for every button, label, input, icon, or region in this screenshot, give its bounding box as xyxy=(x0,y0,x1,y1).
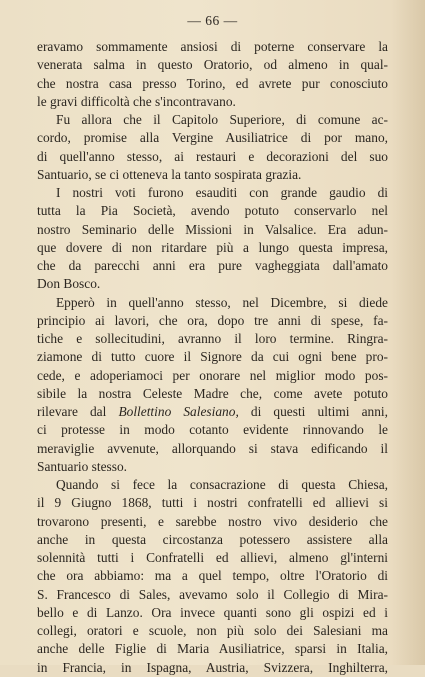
text-line: che da parecchi anni era pure vagheggiata dall'amato xyxy=(37,258,388,273)
text-line: S. Francesco di Sales, avevamo solo il Collegio di Mira- xyxy=(37,586,388,602)
text-line: meraviglie avvenute, allorquando si stava edificando il xyxy=(37,440,388,456)
paragraph-3 xyxy=(37,184,388,294)
periodical-title: Bollettino Salesiano, xyxy=(118,404,239,419)
text-line: Santuario, se ci otteneva la tanto sospirata grazia. xyxy=(37,166,302,182)
text-line: tutta la Pia Società, avendo potuto conservarlo nel xyxy=(37,203,388,219)
text-line: Fu allora che il Capitolo Superiore, di comune ac- xyxy=(56,112,388,127)
text-line: Don Bosco. xyxy=(37,276,101,292)
text-line: le gravi difficoltà che s'incontravano. xyxy=(37,93,236,109)
paragraph-4 xyxy=(37,294,388,477)
text-line: Epperò in quell'anno stesso, nel Dicembre, si diede xyxy=(56,294,388,310)
text-line: Quando si fece la consacrazione di questa Chiesa, xyxy=(56,477,388,492)
text-line: principio ai lavori, che ora, dopo tre anni di spese, fa- xyxy=(37,312,388,328)
body-text xyxy=(37,38,388,677)
text-line: nostro Seminario delle Missioni in Valsalice. Era adun- xyxy=(37,221,388,237)
text-line: anche in questa circostanza potessero assistere alla xyxy=(37,531,388,547)
text-line: trovarono presenti, e sarebbe nostro vivo desiderio che xyxy=(37,513,388,529)
text-line: cordo, promise alla Vergine Ausiliatrice di por mano, xyxy=(37,130,388,146)
text-line: in Francia, in Ispagna, Austria, Svizzera, Inghilterra, xyxy=(37,659,388,675)
text-line: sibile la nostra Celeste Madre che, come avete potuto xyxy=(37,385,388,401)
text-line: Santuario stesso. xyxy=(37,458,128,474)
text-line: che nostra casa presso Torino, ed avrete pur conosciuto xyxy=(37,75,388,91)
paragraph-5 xyxy=(37,476,388,677)
text-line: bello e di Lanzo. Ora invece quanti sono gli ospizi ed i xyxy=(37,604,388,620)
text-fragment: rilevare dal xyxy=(37,404,119,419)
paragraph-2 xyxy=(37,111,388,184)
paragraph-1 xyxy=(37,38,388,111)
text-line: il 9 Giugno 1868, tutti i nostri confratelli ed allievi si xyxy=(37,495,388,511)
text-line: anche delle Figlie di Maria Ausiliatrice, sparsi in Italia, xyxy=(37,641,388,657)
text-line: di quell'anno stesso, ai restauri e decorazioni del suo xyxy=(37,148,388,164)
text-line: collegi, oratori e scuole, non più solo dei Salesiani ma xyxy=(37,623,388,638)
text-line: cede, e adoperiamoci per onorare nel miglior modo pos- xyxy=(37,367,388,383)
text-line-with-title xyxy=(37,403,388,421)
text-line: che ora abbiamo: ma a quel tempo, oltre l'Oratorio di xyxy=(37,568,388,584)
text-line: eravamo sommamente ansiosi di poterne conservare la xyxy=(37,39,388,54)
text-fragment: di questi ultimi anni, xyxy=(238,404,389,419)
text-line: ci protesse in modo cotanto evidente rinnovando le xyxy=(37,422,388,438)
text-line: I nostri voti furono esauditi con grande gaudio di xyxy=(56,185,388,200)
text-line: que dovere di non ritardare più a lungo questa impresa, xyxy=(37,239,388,255)
text-line: ziamone di tutto cuore il Signore da cui ogni bene pro- xyxy=(37,349,388,365)
text-line: venerata salma in questo Oratorio, od almeno in qual- xyxy=(37,57,388,73)
text-line: tiche e sollecitudini, avranno il loro termine. Ringra- xyxy=(37,331,388,346)
text-line: solennità tutti i Confratelli ed allievi, almeno gl'interni xyxy=(37,550,388,565)
page-number: — 66 — xyxy=(187,13,238,28)
